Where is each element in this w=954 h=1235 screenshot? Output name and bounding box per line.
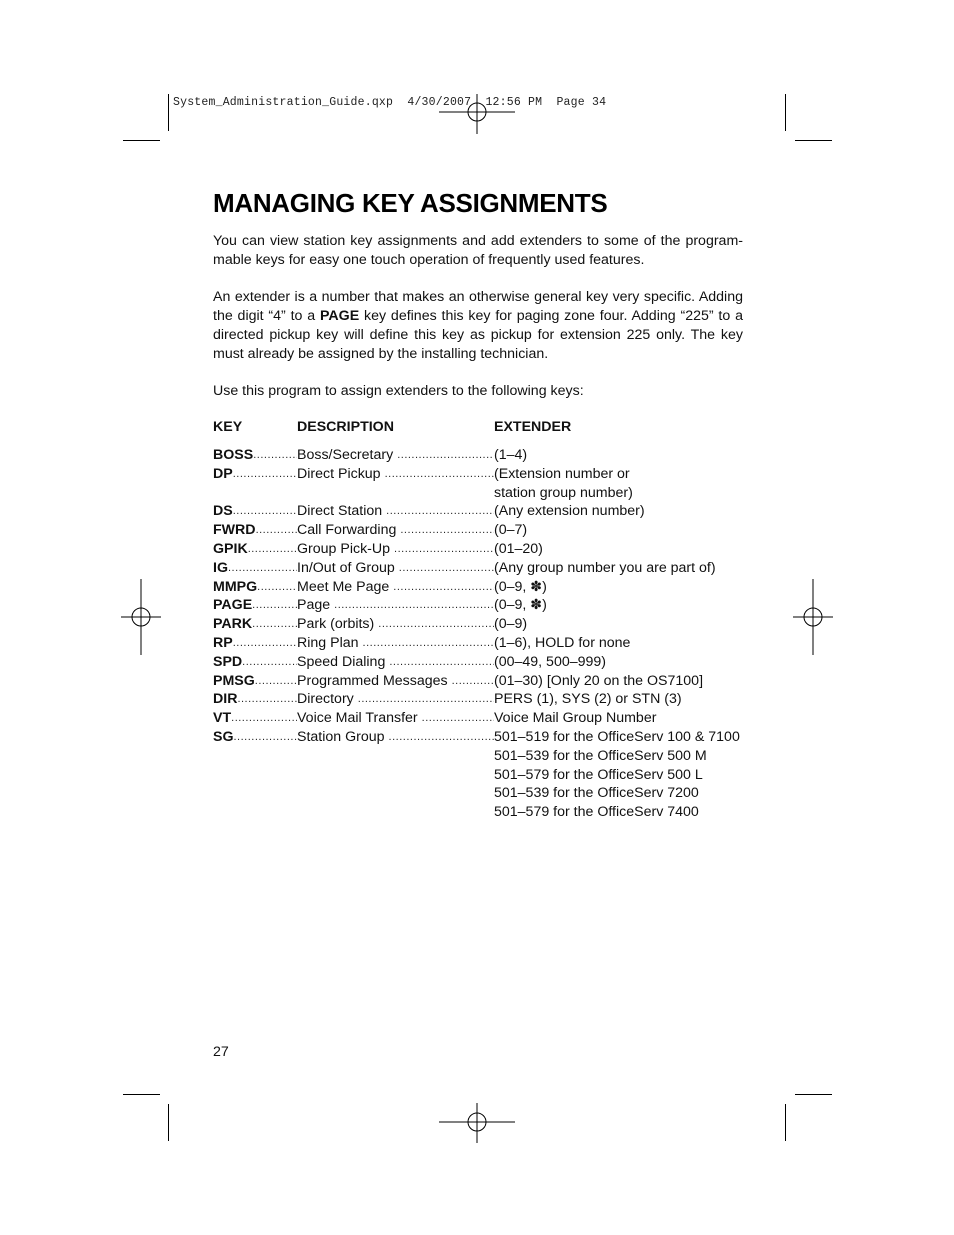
description-cell bbox=[297, 672, 494, 691]
dot-leader bbox=[394, 540, 494, 559]
description-text: In/Out of Group bbox=[297, 559, 395, 576]
key-code: PMSG bbox=[213, 672, 255, 689]
extender-cell: (01–20) bbox=[494, 540, 543, 557]
key-code: DIR bbox=[213, 691, 238, 708]
description-text: Directory bbox=[297, 691, 354, 708]
dot-leader bbox=[252, 615, 297, 634]
table-row bbox=[213, 766, 753, 785]
key-cell bbox=[213, 690, 297, 709]
dot-leader bbox=[255, 672, 297, 691]
extender-cell: (0–9) bbox=[494, 616, 528, 633]
description-text: Station Group bbox=[297, 728, 385, 745]
key-code: PARK bbox=[213, 616, 253, 633]
extender-cell: 501–539 for the OfficeServ 500 M bbox=[494, 747, 707, 764]
page-key-emphasis: PAGE bbox=[320, 308, 360, 324]
dot-leader bbox=[452, 672, 494, 691]
key-cell bbox=[213, 578, 297, 597]
dot-leader bbox=[422, 709, 494, 728]
description-text: Ring Plan bbox=[297, 634, 359, 651]
key-cell bbox=[213, 596, 297, 615]
key-code: RP bbox=[213, 634, 233, 651]
dot-leader bbox=[393, 578, 494, 597]
crop-mark bbox=[785, 94, 786, 131]
description-text: Page bbox=[297, 597, 331, 614]
registration-mark-icon bbox=[121, 579, 161, 655]
dot-leader bbox=[242, 653, 297, 672]
dot-leader bbox=[386, 502, 494, 521]
dot-leader bbox=[237, 690, 297, 709]
description-cell bbox=[297, 728, 494, 747]
extender-cell: PERS (1), SYS (2) or STN (3) bbox=[494, 691, 682, 708]
extender-cell: (1–6), HOLD for none bbox=[494, 634, 631, 651]
description-text: Direct Station bbox=[297, 503, 383, 520]
table-row bbox=[213, 465, 753, 484]
registration-mark-icon bbox=[439, 1103, 515, 1143]
key-code: MMPG bbox=[213, 578, 258, 595]
key-cell bbox=[213, 465, 297, 484]
extender-cell: 501–539 for the OfficeServ 7200 bbox=[494, 785, 699, 802]
key-cell bbox=[213, 521, 297, 540]
dot-leader bbox=[233, 465, 297, 484]
description-cell bbox=[297, 709, 494, 728]
description-cell bbox=[297, 634, 494, 653]
dot-leader bbox=[256, 521, 297, 540]
description-cell bbox=[297, 521, 494, 540]
dot-leader bbox=[358, 690, 494, 709]
table-row bbox=[213, 502, 753, 521]
dot-leader bbox=[363, 634, 494, 653]
extender-text-end: key defines this key for paging zone four. Adding “225” to a directed pickup key will define this key as pickup for extension 225 only. The key must already be assigned by the installing technician. bbox=[213, 308, 743, 362]
description-text: Programmed Messages bbox=[297, 672, 448, 689]
dot-leader bbox=[231, 709, 297, 728]
table-row bbox=[213, 709, 753, 728]
table-row bbox=[213, 747, 753, 766]
table-row bbox=[213, 634, 753, 653]
column-header-key: KEY bbox=[213, 419, 243, 435]
registration-mark-icon bbox=[439, 94, 515, 134]
key-code: VT bbox=[213, 710, 232, 727]
key-code: PAGE bbox=[213, 597, 253, 614]
intro-paragraph: You can view station key assignments and add extenders to some of the program-mable keys for easy one touch operation of frequently used features. bbox=[213, 233, 743, 268]
dot-leader bbox=[389, 653, 494, 672]
dot-leader bbox=[257, 578, 297, 597]
crop-mark bbox=[795, 1094, 832, 1095]
description-cell bbox=[297, 502, 494, 521]
extender-cell: (1–4) bbox=[494, 447, 528, 463]
crop-mark bbox=[785, 1104, 786, 1141]
key-cell bbox=[213, 540, 297, 559]
description-text: Speed Dialing bbox=[297, 653, 386, 670]
description-cell bbox=[297, 615, 494, 634]
extender-cell: (0–9, ✽) bbox=[494, 597, 547, 614]
extender-cell: Voice Mail Group Number bbox=[494, 710, 657, 727]
description-text: Park (orbits) bbox=[297, 616, 375, 633]
dot-leader bbox=[233, 502, 297, 521]
column-header-extender: EXTENDER bbox=[494, 419, 572, 435]
page-number: 27 bbox=[213, 1044, 229, 1060]
table-row bbox=[213, 540, 753, 559]
dot-leader bbox=[334, 596, 494, 615]
description-text: Group Pick-Up bbox=[297, 540, 391, 557]
table-row bbox=[213, 784, 753, 803]
key-cell bbox=[213, 634, 297, 653]
dot-leader bbox=[389, 728, 494, 747]
extender-text-start: An extender is a number that makes an otherwise general key very specific. Adding the digit “4” to a bbox=[213, 289, 743, 324]
print-slug-line: System_Administration_Guide.qxp 4/30/2007 12:56 PM Page 34 bbox=[173, 96, 607, 109]
dot-leader bbox=[385, 465, 494, 484]
crop-mark bbox=[123, 140, 160, 141]
description-text: Voice Mail Transfer bbox=[297, 710, 418, 727]
key-code: DS bbox=[213, 503, 233, 520]
description-cell bbox=[297, 690, 494, 709]
crop-mark bbox=[795, 140, 832, 141]
crop-mark bbox=[123, 1094, 160, 1095]
table-row bbox=[213, 672, 753, 691]
crop-mark bbox=[168, 1104, 169, 1141]
extender-cell: 501–519 for the OfficeServ 100 & 7100 bbox=[494, 728, 740, 745]
description-cell bbox=[297, 653, 494, 672]
table-row bbox=[213, 596, 753, 615]
extender-cell: (0–7) bbox=[494, 522, 528, 539]
description-text: Meet Me Page bbox=[297, 578, 390, 595]
dot-leader bbox=[233, 634, 297, 653]
description-cell bbox=[297, 465, 494, 484]
key-code: DP bbox=[213, 465, 233, 482]
key-cell bbox=[213, 615, 297, 634]
description-cell bbox=[297, 559, 494, 578]
description-text: Direct Pickup bbox=[297, 465, 381, 482]
description-cell bbox=[297, 596, 494, 615]
extender-cell: (00–49, 500–999) bbox=[494, 653, 607, 670]
key-code: GPIK bbox=[213, 540, 248, 557]
key-cell bbox=[213, 653, 297, 672]
table-row bbox=[213, 690, 753, 709]
dot-leader bbox=[400, 521, 494, 540]
table-row bbox=[213, 559, 753, 578]
key-cell bbox=[213, 672, 297, 691]
extender-cell: (01–30) [Only 20 on the OS7100] bbox=[494, 672, 704, 689]
extender-cell: (Extension number or bbox=[494, 465, 630, 482]
registration-mark-icon bbox=[793, 579, 833, 655]
column-header-description: DESCRIPTION bbox=[297, 419, 394, 435]
key-cell bbox=[213, 502, 297, 521]
extender-cell: (Any group number you are part of) bbox=[494, 559, 716, 576]
extender-cell: 501–579 for the OfficeServ 7400 bbox=[494, 804, 699, 821]
extender-cell: (0–9, ✽) bbox=[494, 578, 547, 595]
table-row bbox=[213, 484, 753, 503]
key-cell bbox=[213, 559, 297, 578]
key-cell bbox=[213, 709, 297, 728]
table-row bbox=[213, 803, 753, 822]
description-cell bbox=[297, 540, 494, 559]
extender-cell: (Any extension number) bbox=[494, 503, 645, 520]
key-cell bbox=[213, 728, 297, 747]
description-cell bbox=[297, 578, 494, 597]
dot-leader bbox=[248, 540, 297, 559]
key-code: FWRD bbox=[213, 522, 256, 539]
key-assignment-table bbox=[213, 446, 753, 822]
description-text: Call Forwarding bbox=[297, 522, 397, 539]
key-code: IG bbox=[213, 559, 228, 576]
key-cell bbox=[213, 446, 297, 465]
key-code: SG bbox=[213, 728, 234, 745]
description-cell bbox=[297, 446, 494, 465]
extender-paragraph bbox=[213, 288, 743, 364]
page-title: MANAGING KEY ASSIGNMENTS bbox=[213, 188, 608, 218]
table-row bbox=[213, 521, 753, 540]
description-text: Boss/Secretary bbox=[297, 447, 394, 463]
extender-cell: 501–579 for the OfficeServ 500 L bbox=[494, 766, 703, 783]
dot-leader bbox=[378, 615, 494, 634]
key-code: SPD bbox=[213, 653, 243, 670]
crop-mark bbox=[168, 94, 169, 131]
key-code: BOSS bbox=[213, 447, 254, 463]
dot-leader bbox=[397, 446, 494, 465]
table-row bbox=[213, 615, 753, 634]
table-row bbox=[213, 728, 753, 747]
dot-leader bbox=[253, 446, 297, 465]
dot-leader bbox=[228, 559, 297, 578]
table-row bbox=[213, 446, 753, 465]
dot-leader bbox=[234, 728, 298, 747]
dot-leader bbox=[399, 559, 494, 578]
extender-cell: station group number) bbox=[494, 484, 633, 501]
dot-leader bbox=[252, 596, 297, 615]
instruction-paragraph: Use this program to assign extenders to the following keys: bbox=[213, 383, 584, 399]
table-row bbox=[213, 578, 753, 597]
table-row bbox=[213, 653, 753, 672]
